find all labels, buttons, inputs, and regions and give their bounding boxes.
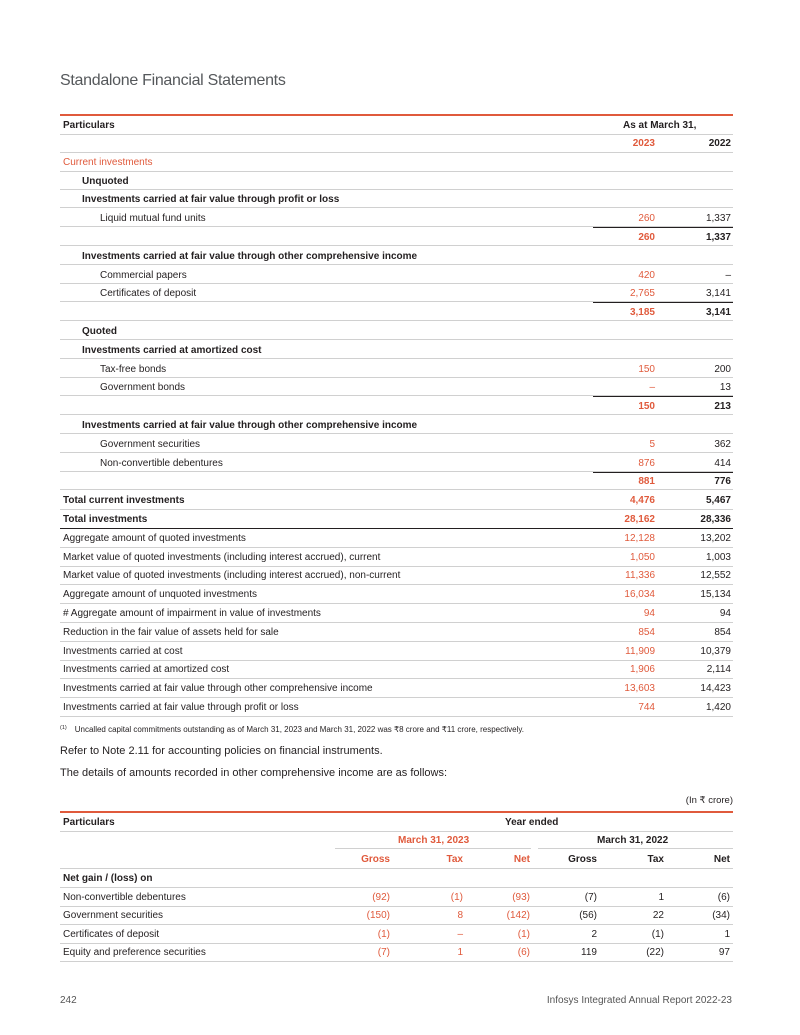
table-row <box>60 415 733 434</box>
row-label: Liquid mutual fund units <box>100 213 206 225</box>
row-label: Current investments <box>63 156 153 168</box>
row-label: Commercial papers <box>100 269 187 281</box>
table-row <box>60 190 733 209</box>
oci-period-row <box>60 830 733 849</box>
oci-table-row <box>60 887 733 907</box>
row-label: Investments carried at amortized cost <box>82 344 262 356</box>
value-2022: 13,202 <box>700 532 731 544</box>
table-row <box>60 434 733 453</box>
table-row <box>60 378 733 397</box>
value-2022: 12,552 <box>700 570 731 582</box>
value-2023: 28,162 <box>624 513 655 525</box>
value-2023: 5 <box>649 438 655 450</box>
row-label: Government securities <box>100 438 201 450</box>
table-row <box>60 171 733 190</box>
value-2023: 12,128 <box>624 532 655 544</box>
value-2023: 260 <box>638 213 655 225</box>
oci-subheader: Tax <box>446 854 463 865</box>
value-2023: 420 <box>638 269 655 281</box>
oci-group-label: Net gain / (loss) on <box>63 873 153 884</box>
table-row <box>60 472 733 491</box>
value-2022: 14,423 <box>700 683 731 695</box>
table-row <box>60 302 733 321</box>
row-label: # Aggregate amount of impairment in value of investments <box>63 607 321 619</box>
oci-cell: (6) <box>517 947 530 958</box>
row-label: Investments carried at fair value through profit or loss <box>82 194 340 206</box>
oci-cell: (142) <box>506 910 530 921</box>
page-number: 242 <box>60 995 77 1006</box>
oci-group-row <box>60 868 733 888</box>
oci-period-2023: March 31, 2023 <box>398 835 470 846</box>
oci-cell: 97 <box>718 947 730 958</box>
table-row <box>60 227 733 246</box>
table-row <box>60 321 733 340</box>
value-2023: 260 <box>638 231 655 243</box>
oci-table-row <box>60 906 733 926</box>
oci-row-label: Equity and preference securities <box>63 947 206 958</box>
oci-cell: (1) <box>377 928 390 940</box>
oci-cell: 22 <box>652 910 664 921</box>
table-row <box>60 490 733 510</box>
table-header-row <box>60 114 733 135</box>
value-2023: 854 <box>638 626 655 638</box>
table-row <box>60 152 733 172</box>
oci-cell: (1) <box>517 928 530 940</box>
footnote-marker: (1) <box>60 725 67 731</box>
value-2022: – <box>725 269 731 281</box>
value-2022: 2,114 <box>706 664 731 676</box>
page-title: Standalone Financial Statements <box>60 72 286 89</box>
header-2022: 2022 <box>708 138 731 149</box>
value-2022: 854 <box>714 626 731 638</box>
oci-subheader-row <box>60 849 733 869</box>
oci-subheader: Gross <box>568 854 597 865</box>
oci-subheader: Gross <box>361 854 390 865</box>
value-2022: 28,336 <box>700 513 731 525</box>
oci-cell: (34) <box>712 910 730 921</box>
table-row <box>60 660 733 680</box>
footnote <box>60 725 524 734</box>
oci-cell: (1) <box>450 891 463 903</box>
oci-cell: 119 <box>581 947 597 958</box>
table-row <box>60 528 733 548</box>
table-row <box>60 678 733 698</box>
value-2022: 776 <box>714 476 731 488</box>
row-label: Total investments <box>63 513 148 525</box>
table-row <box>60 547 733 567</box>
table-row <box>60 603 733 623</box>
value-2022: 213 <box>714 401 731 413</box>
row-label: Investments carried at fair value through profit or loss <box>63 701 299 713</box>
oci-cell: (7) <box>584 891 597 903</box>
report-name: Infosys Integrated Annual Report 2022-23 <box>546 995 732 1006</box>
oci-row-label: Government securities <box>63 910 164 921</box>
oci-cell: (92) <box>372 891 390 903</box>
unit-label: (In ₹ crore) <box>685 795 733 806</box>
oci-cell: (56) <box>579 910 597 921</box>
table-year-row <box>60 133 733 153</box>
oci-cell: 1 <box>724 928 730 940</box>
value-2023: 876 <box>638 457 655 469</box>
oci-cell: (93) <box>512 891 530 903</box>
row-label: Non-convertible debentures <box>100 457 223 469</box>
value-2022: 5,467 <box>705 495 731 507</box>
row-label: Investments carried at amortized cost <box>63 664 230 676</box>
row-label: Investments carried at fair value through other comprehensive income <box>82 419 418 431</box>
row-label: Market value of quoted investments (including interest accrued), non-current <box>63 570 401 582</box>
oci-subheader: Tax <box>647 854 664 865</box>
oci-header-row <box>60 811 733 832</box>
value-2022: 3,141 <box>705 288 731 300</box>
value-2023: – <box>649 382 655 394</box>
table-row <box>60 208 733 227</box>
value-2023: 744 <box>638 701 655 713</box>
table-row <box>60 697 733 717</box>
row-label: Aggregate amount of unquoted investments <box>63 589 258 601</box>
oci-table-row <box>60 924 733 944</box>
value-2022: 362 <box>714 438 731 450</box>
value-2023: 150 <box>638 401 655 413</box>
oci-cell: (22) <box>646 947 664 958</box>
header-2023: 2023 <box>632 138 655 149</box>
value-2022: 1,420 <box>705 701 731 713</box>
row-label: Quoted <box>82 325 117 337</box>
row-label: Reduction in the fair value of assets held for sale <box>63 626 279 638</box>
row-label: Market value of quoted investments (including interest accrued), current <box>63 551 381 563</box>
oci-cell: (150) <box>366 910 390 921</box>
table-row <box>60 284 733 303</box>
table-row <box>60 641 733 661</box>
oci-cell: (7) <box>377 947 390 958</box>
oci-cell: – <box>457 928 463 940</box>
oci-cell: 2 <box>591 928 597 940</box>
table-row <box>60 566 733 586</box>
value-2023: 16,034 <box>624 589 655 601</box>
value-2022: 200 <box>714 363 731 375</box>
value-2023: 1,906 <box>629 664 655 676</box>
row-label: Certificates of deposit <box>100 288 197 300</box>
value-2023: 11,909 <box>625 645 655 657</box>
oci-intro: The details of amounts recorded in other comprehensive income are as follows: <box>60 767 448 779</box>
row-label: Tax-free bonds <box>100 363 167 375</box>
table-row <box>60 622 733 642</box>
header-particulars: Particulars <box>63 120 115 131</box>
row-label: Investments carried at fair value through other comprehensive income <box>63 683 373 695</box>
value-2023: 1,050 <box>629 551 655 563</box>
table-row <box>60 340 733 359</box>
row-label: Aggregate amount of quoted investments <box>63 532 246 544</box>
table-row <box>60 246 733 265</box>
oci-cell: 8 <box>457 910 463 921</box>
row-label: Total current investments <box>63 495 185 507</box>
oci-subheader: Net <box>513 854 530 865</box>
oci-header-year-ended: Year ended <box>505 817 559 828</box>
row-label: Government bonds <box>100 382 186 394</box>
value-2022: 15,134 <box>700 589 731 601</box>
header-as-at: As at March 31, <box>623 120 697 131</box>
value-2022: 13 <box>719 382 731 394</box>
value-2023: 94 <box>643 607 655 619</box>
value-2023: 4,476 <box>629 495 655 507</box>
value-2022: 414 <box>714 457 731 469</box>
value-2023: 3,185 <box>629 307 655 319</box>
table-row <box>60 584 733 604</box>
oci-cell: (1) <box>651 928 664 940</box>
row-label: Unquoted <box>82 175 129 187</box>
value-2022: 1,003 <box>705 551 731 563</box>
value-2023: 2,765 <box>629 288 655 300</box>
oci-table-row <box>60 943 733 963</box>
value-2023: 150 <box>638 363 655 375</box>
oci-subheader: Net <box>713 854 730 865</box>
value-2023: 11,336 <box>625 570 655 582</box>
row-label: Investments carried at fair value through other comprehensive income <box>82 250 418 262</box>
note-reference: Refer to Note 2.11 for accounting policies on financial instruments. <box>60 745 383 757</box>
table-row <box>60 509 733 529</box>
value-2022: 3,141 <box>705 307 731 319</box>
oci-row-label: Certificates of deposit <box>63 928 160 940</box>
oci-cell: (6) <box>717 891 730 903</box>
oci-row-label: Non-convertible debentures <box>63 891 186 903</box>
value-2022: 10,379 <box>700 645 731 657</box>
table-row <box>60 453 733 472</box>
value-2022: 1,337 <box>705 213 731 225</box>
table-row <box>60 265 733 284</box>
table-row <box>60 359 733 378</box>
value-2023: 881 <box>638 476 655 488</box>
value-2022: 1,337 <box>705 231 731 243</box>
oci-header-particulars: Particulars <box>63 817 115 828</box>
value-2023: 13,603 <box>624 683 655 695</box>
oci-period-2022: March 31, 2022 <box>597 835 669 846</box>
oci-cell: 1 <box>658 891 664 903</box>
footnote-text: Uncalled capital commitments outstanding as of March 31, 2023 and March 31, 2022 was ₹8 crore and ₹11 crore, respectively. <box>74 725 524 734</box>
oci-cell: 1 <box>457 947 463 958</box>
table-row <box>60 396 733 415</box>
row-label: Investments carried at cost <box>63 645 183 657</box>
value-2022: 94 <box>719 607 731 619</box>
